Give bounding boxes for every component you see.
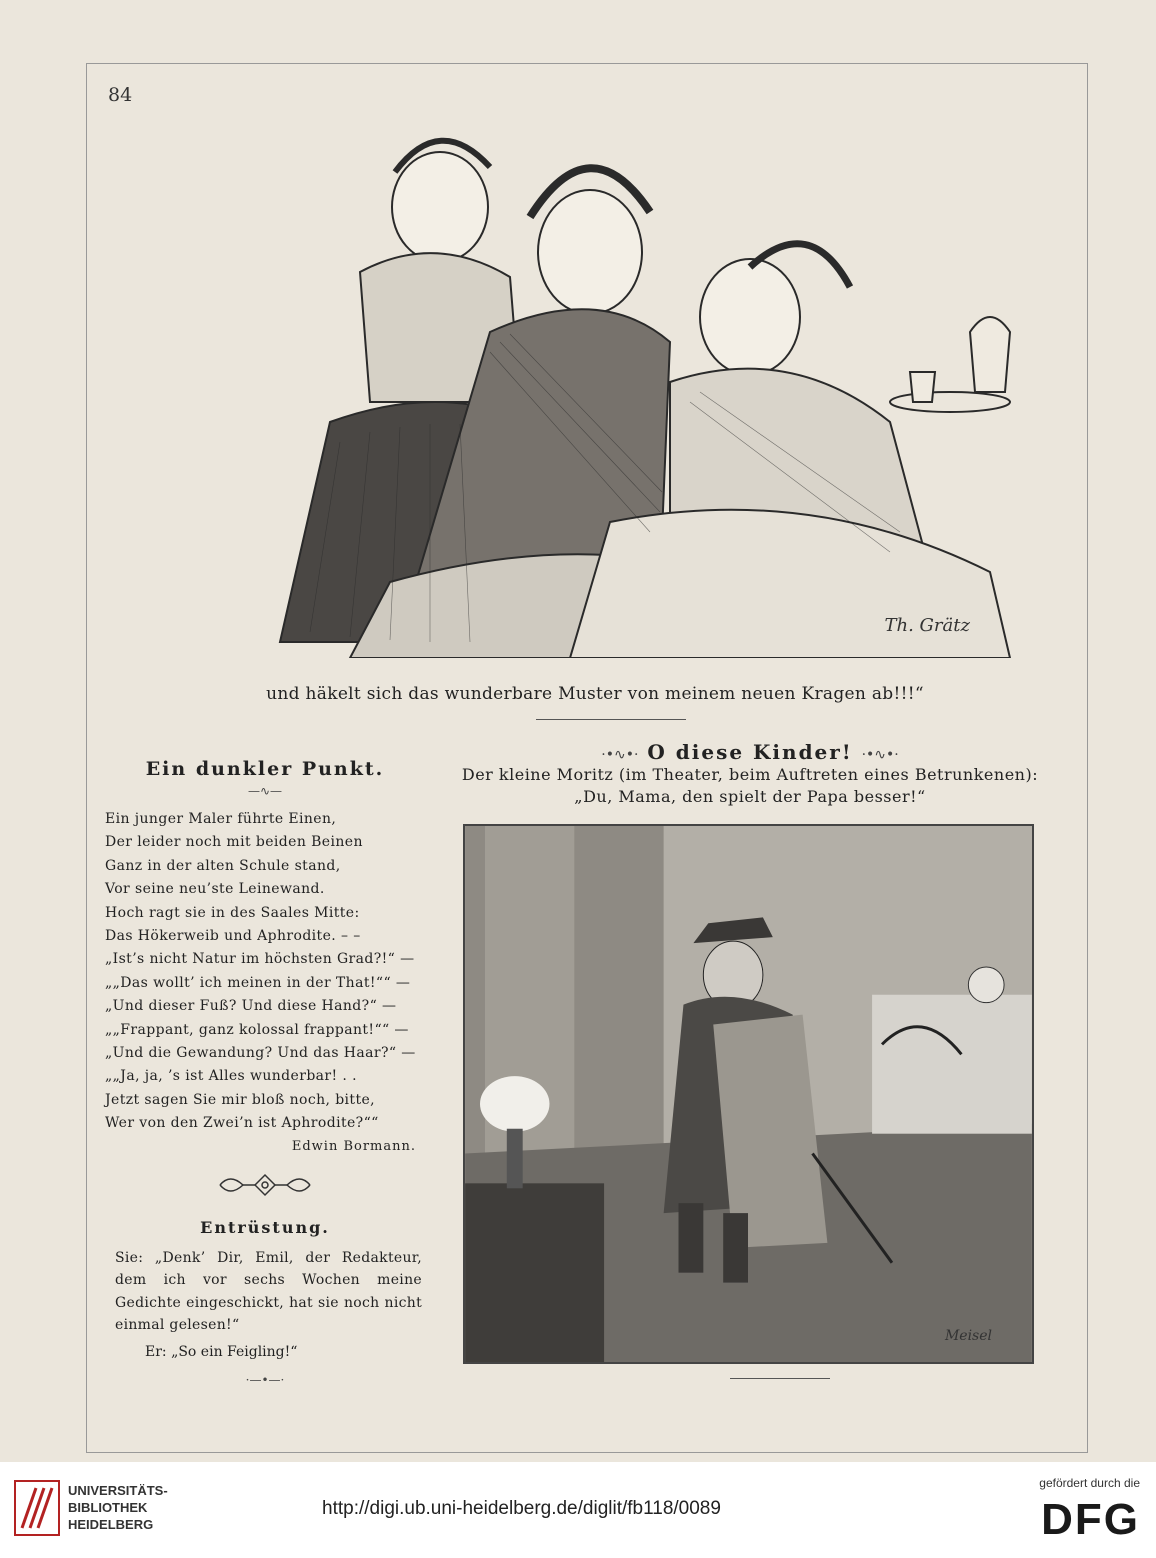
kinder-line-2: „Du, Mama, den spielt der Papa besser!“ [574,787,926,806]
anecdote-text: Sie: „Denk’ Dir, Emil, der Redakteur, dem ich vor sechs Wochen meine Gedichte eingeschickt, hat sie noch nicht einmal gelesen!“ [115,1249,422,1334]
top-illustration-signature: Th. Grätz [884,615,970,636]
kinder-title: O diese Kinder! [647,740,853,764]
separator-rule-bottom [730,1378,830,1379]
kinder-title-row [455,740,1045,764]
poem-line: „Und dieser Fuß? Und diese Hand?“ — [105,998,397,1015]
university-logo-icon [14,1480,60,1536]
poem-line: „„Ja, ja, ’s ist Alles wunderbar! . . [105,1068,357,1085]
poem-ornament: —∿— [247,784,283,798]
poem-body [100,808,430,1136]
bottom-illustration [463,824,1034,1364]
poem-author: Edwin Bormann. [291,1138,416,1154]
kinder-line-1: Der kleine Moritz (im Theater, beim Auftreten eines Betrunkenen): [461,765,1039,784]
poem-line: Wer von den Zwei’n ist Aphrodite?““ [105,1115,379,1132]
three-women-drawing [190,102,1030,658]
poem-line: „Und die Gewandung? Und das Haar?“ — [105,1045,416,1062]
end-ornament: ·—•—· [245,1372,285,1387]
poem-line: „„Das wollt’ ich meinen in der That!““ — [105,974,411,991]
anecdote-title: Entrüstung. [200,1217,330,1237]
top-caption: und häkelt sich das wunderbare Muster von meinem neuen Kragen ab!!!“ [266,684,924,704]
university-name-line-3: HEIDELBERG [68,1517,154,1532]
separator-rule [536,719,686,720]
poem-line: Jetzt sagen Sie mir bloß noch, bitte, [105,1091,376,1108]
poem-line: „„Frappant, ganz kolossal frappant!““ — [105,1021,409,1038]
dfg-logo: DFG [1041,1495,1140,1544]
drunk-man-drawing [465,826,1032,1362]
page-number: 84 [108,84,133,106]
sponsor-text: gefördert durch die [1039,1476,1140,1490]
top-illustration [190,102,1030,658]
title-flourish-left: ·•∿•· [601,747,639,763]
decorative-ornament-icon [215,1170,315,1200]
poem-line: Ein junger Maler führte Einen, [105,811,337,827]
poem-line: Hoch ragt sie in des Saales Mitte: [105,904,360,921]
poem-line: Das Hökerweib und Aphrodite. – – [105,928,361,945]
digital-url-link[interactable]: http://digi.ub.uni-heidelberg.de/diglit/fb118/0089 [322,1498,721,1519]
title-flourish-right: ·•∿•· [861,747,899,763]
bottom-illustration-signature: Meisel [944,1328,992,1344]
left-column [100,758,430,1387]
poem-line: Ganz in der alten Schule stand, [105,857,341,874]
university-name [68,1482,168,1533]
poem-line: „Ist’s nicht Natur im höchsten Grad?!“ — [105,951,415,968]
poem-line: Vor seine neu’ste Leinewand. [105,881,325,898]
poem-title: Ein dunkler Punkt. [145,758,385,780]
university-name-line-2: BIBLIOTHEK [68,1500,148,1515]
university-name-line-1: UNIVERSITÄTS- [68,1483,168,1498]
anecdote-reply: Er: „So ein Feigling!“ [145,1343,298,1360]
kinder-header [455,740,1045,808]
digitization-footer [0,1462,1156,1558]
poem-line: Der leider noch mit beiden Beinen [105,834,363,851]
